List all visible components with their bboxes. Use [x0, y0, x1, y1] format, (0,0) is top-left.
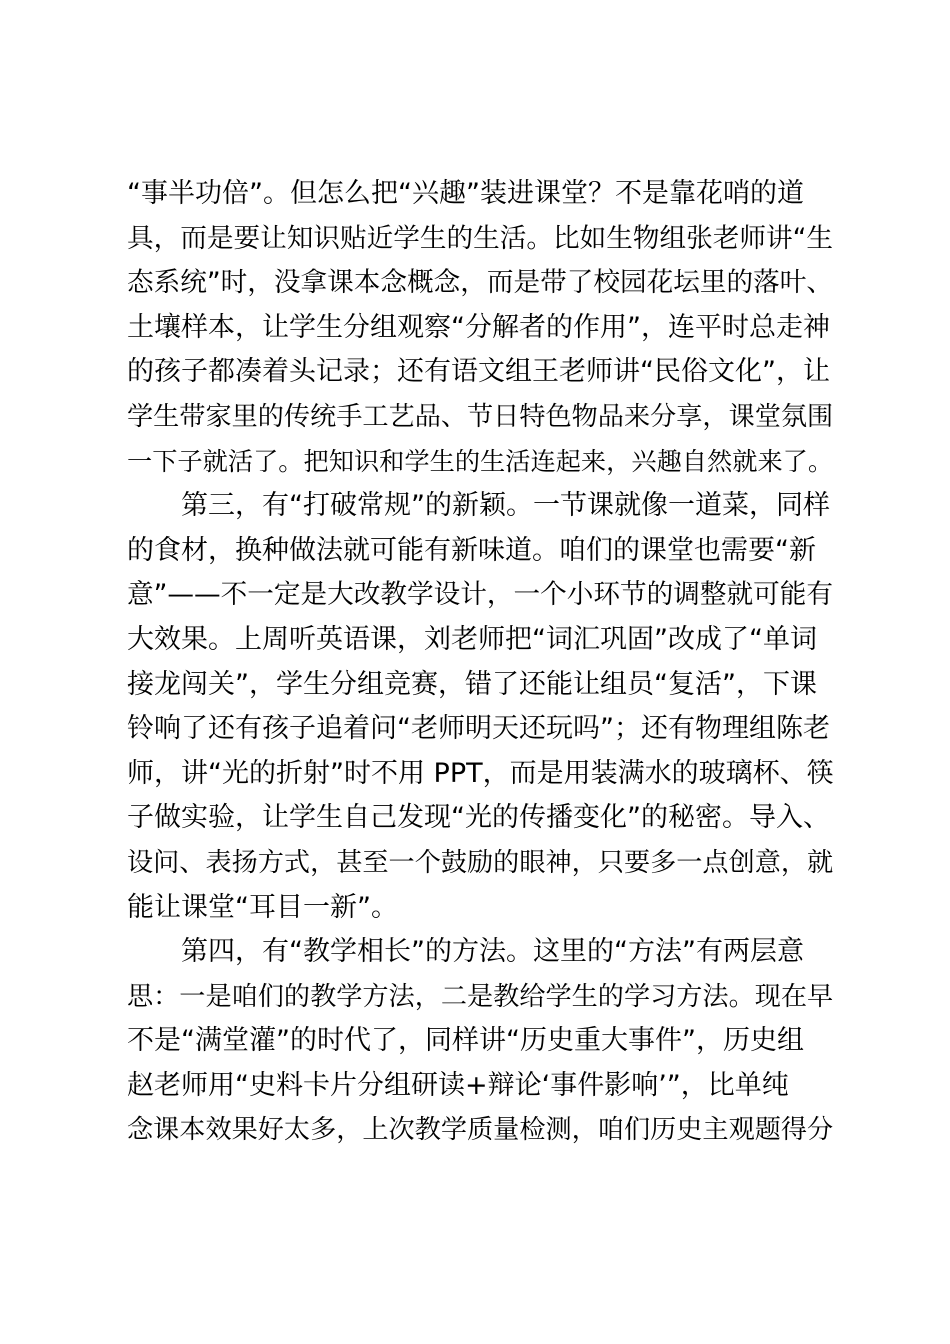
text-line: 一下子就活了。把知识和学生的生活连起来，兴趣自然就来了。: [127, 446, 834, 476]
paragraph-start-line: 第三，有“打破常规”的新颖。一节课就像一道菜，同样: [127, 490, 830, 522]
text-line: 思：一是咱们的教学方法，二是教给学生的学习方法。现在早: [127, 981, 834, 1012]
text-line: 意”——不一定是大改教学设计，一个小环节的调整就可能有: [127, 579, 834, 611]
text-line: 的食材，换种做法就可能有新味道。咱们的课堂也需要“新: [127, 534, 816, 566]
text-line: 接龙闯关”，学生分组竞赛，错了还能让组员“复活”，下课: [127, 668, 817, 700]
text-line: 设问、表扬方式，甚至一个鼓励的眼神，只要多一点创意，就: [127, 847, 834, 878]
text-line: 赵老师用“史料卡片分组研读+辩论‘事件影响’”，比单纯: [127, 1069, 789, 1101]
text-line: 的孩子都凑着头记录；还有语文组王老师讲“民俗文化”，让: [127, 356, 830, 388]
text-line: 铃响了还有孩子追着问“老师明天还玩吗”；还有物理组陈老: [127, 713, 830, 745]
text-line: 能让课堂“耳目一新”。: [127, 891, 398, 923]
paragraph-start-line: 第四，有“教学相长”的方法。这里的“方法”有两层意: [127, 936, 804, 968]
text-line: 大效果。上周听英语课，刘老师把“词汇巩固”改成了“单词: [127, 623, 817, 655]
body-text: [127, 172, 837, 1153]
text-line: 学生带家里的传统手工艺品、节日特色物品来分享，课堂氛围: [127, 401, 834, 432]
text-line: 态系统”时，没拿课本念概念，而是带了校园花坛里的落叶、: [127, 267, 834, 299]
text-line: 子做实验，让学生自己发现“光的传播变化”的秘密。导入、: [127, 802, 830, 834]
text-line: 念课本效果好太多，上次教学质量检测，咱们历史主观题得分: [127, 1115, 834, 1146]
text-line: 不是“满堂灌”的时代了，同样讲“历史重大事件”，历史组: [127, 1025, 804, 1057]
text-line: 具，而是要让知识贴近学生的生活。比如生物组张老师讲“生: [127, 222, 834, 254]
text-line: “事半功倍”。但怎么把“兴趣”装进课堂？不是靠花哨的道: [127, 178, 804, 209]
text-line: 师，讲“光的折射”时不用 PPT，而是用装满水的玻璃杯、筷: [127, 757, 834, 789]
text-line: 土壤样本，让学生分组观察“分解者的作用”，连平时总走神: [127, 311, 830, 343]
